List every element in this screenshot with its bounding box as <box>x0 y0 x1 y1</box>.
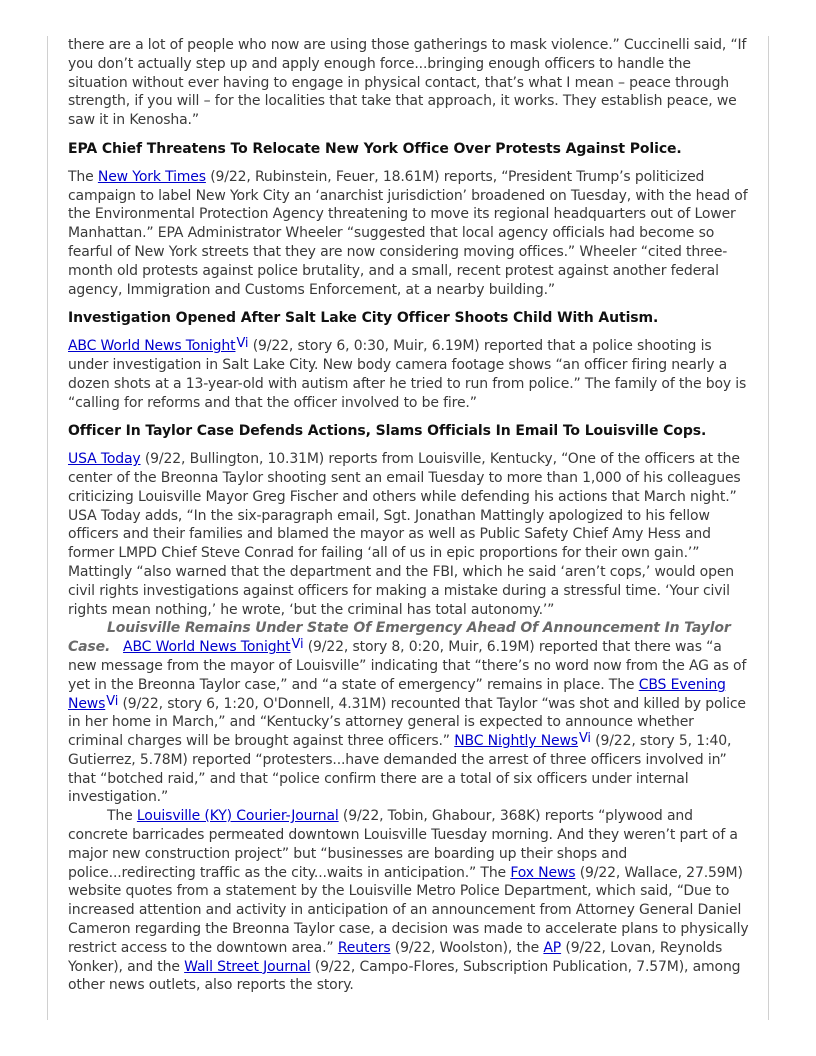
courier-text-5: (9/22, Campo-Flores, Subscription Publication, 7.57M), among other news outlets, also reports the story. <box>68 958 741 994</box>
epa-text: (9/22, Rubinstein, Feuer, 18.61M) reports, “President Trump’s politicized campaign to label New York City an ‘anarchist jurisdiction’ broadened on Tuesday, with the head of the Environmental Protection Agency threatening to move its regional headquarters out of Lower Manhattan.” EPA Administrator Wheeler “suggested that local agency officials had become so fearful of New York streets that they are now considering moving offices.” Wheeler “cited three-month old protests against police brutality, and a small, recent protest against another federal agency, Immigration and Customs Enforcement, at a nearby building.” <box>68 168 748 298</box>
taylor-text: (9/22, Bullington, 10.31M) reports from Louisville, Kentucky, “One of the officers at the center of the Breonna Taylor shooting sent an email Tuesday to more than 1,000 of his colleagues criticizing Louisville Mayor Greg Fischer and others while defending his actions that March night.” USA Today adds, “In the six-paragraph email, Sgt. Jonathan Mattingly apologized to his fellow officers and their families and blamed the mayor as well as Public Safety Chief Amy Hess and former LMPD Chief Steve Conrad for failing ‘all of us in epic proportions for their own gain.’” Mattingly “also warned that the department and the FBI, which he said ‘aren’t cops,’ would open civil rights investigations against officers for making a mistake during a stressful time. ‘Your civil rights mean nothing,’ he wrote, ‘but the criminal has total autonomy.’” <box>68 451 741 618</box>
abc-link-2[interactable]: ABC World News Tonight <box>123 639 291 656</box>
slc-headline: Investigation Opened After Salt Lake City Officer Shoots Child With Autism. <box>68 310 659 327</box>
slc-paragraph <box>68 337 752 412</box>
video-icon[interactable]: Vi <box>106 693 119 709</box>
emergency-text-1: (9/22, story 8, 0:20, Muir, 6.19M) reported that there was “a new message from the mayor of Louisville” indicating that “there’s no word now from the AG as of yet in the Breonna Taylor case,” and “a state of emergency” remains in place. The <box>68 639 747 693</box>
courier-pre: The <box>107 808 137 825</box>
emergency-text-2: (9/22, story 6, 1:20, O'Donnell, 4.31M) recounted that Taylor “was shot and killed by police in her home in March,” and “Kentucky’s attorney general is expected to announce whether criminal charges will be brought against three officers.” <box>68 695 746 750</box>
right-margin-rule <box>768 36 769 1020</box>
courier-journal-link[interactable]: Louisville (KY) Courier-Journal <box>136 808 339 825</box>
epa-headline: EPA Chief Threatens To Relocate New York Office Over Protests Against Police. <box>68 140 682 157</box>
courier-text-2: (9/22, Wallace, 27.59M) website quotes from a statement by the Louisville Metro Police Department, which said, “Due to increased attention and activity in anticipation of an announcement from Attorney General Daniel Cameron regarding the Breonna Taylor case, a decision was made to accelerate plans to physically restrict access to the downtown area.” <box>68 864 749 956</box>
video-icon[interactable]: Vi <box>578 731 591 747</box>
epa-pre: The <box>68 168 98 185</box>
fox-news-link[interactable]: Fox News <box>510 864 576 881</box>
video-icon[interactable]: Vi <box>236 336 249 352</box>
epa-paragraph <box>68 168 752 300</box>
intro-paragraph: there are a lot of people who now are using those gatherings to mask violence.” Cuccinelli said, “If you don’t actually step up and apply enough force...bringing enough officers to handle the situation without ever having to engage in physical contact, that’s what I mean – peace through strength, if you will – for the localities that take that approach, it works. They establish peace, we saw it in Kenosha.” <box>68 37 747 129</box>
courier-paragraph <box>68 807 752 995</box>
courier-text-3: (9/22, Woolston), the <box>390 939 544 956</box>
article-body <box>68 36 752 995</box>
cbs-link[interactable]: CBS Evening News <box>68 676 726 712</box>
slc-text: (9/22, story 6, 0:30, Muir, 6.19M) reported that a police shooting is under investigation in Salt Lake City. New body camera footage shows “an officer firing nearly a dozen shots at a 13-year-old with autism after he tried to run from police.” The family of the boy is “calling for reforms and that the officer involved to be fire.” <box>68 338 747 411</box>
reuters-link[interactable]: Reuters <box>337 939 391 956</box>
taylor-headline: Officer In Taylor Case Defends Actions, Slams Officials In Email To Louisville Cops. <box>68 423 707 440</box>
video-icon[interactable]: Vi <box>291 637 304 653</box>
taylor-paragraph <box>68 450 752 619</box>
usa-today-link[interactable]: USA Today <box>68 451 141 468</box>
abc-link[interactable]: ABC World News Tonight <box>68 338 236 355</box>
left-margin-rule <box>47 36 48 1020</box>
emergency-subhead: Louisville Remains Under State Of Emergency Ahead Of Announcement In Taylor Case. <box>68 620 731 656</box>
ap-link[interactable]: AP <box>543 939 562 956</box>
wsj-link[interactable]: Wall Street Journal <box>184 958 311 975</box>
courier-text-1: (9/22, Tobin, Ghabour, 368K) reports “plywood and concrete barricades permeated downtown Louisville Tuesday morning. And they weren’t part of a major new construction project” but “businesses are boarding up their shops and police...redirecting traffic as the city...waits in anticipation.” The <box>68 808 738 881</box>
nyt-link[interactable]: New York Times <box>97 168 206 185</box>
nbc-link[interactable]: NBC Nightly News <box>454 733 578 750</box>
emergency-text-3: (9/22, story 5, 1:40, Gutierrez, 5.78M) reported “protesters...have demanded the arrest of three officers involved in” that “botched raid,” and that “police confirm there are a total of six officers under internal investigation.” <box>68 733 732 806</box>
courier-text-4: (9/22, Lovan, Reynolds Yonker), and the <box>68 939 723 975</box>
emergency-paragraph <box>68 619 752 807</box>
